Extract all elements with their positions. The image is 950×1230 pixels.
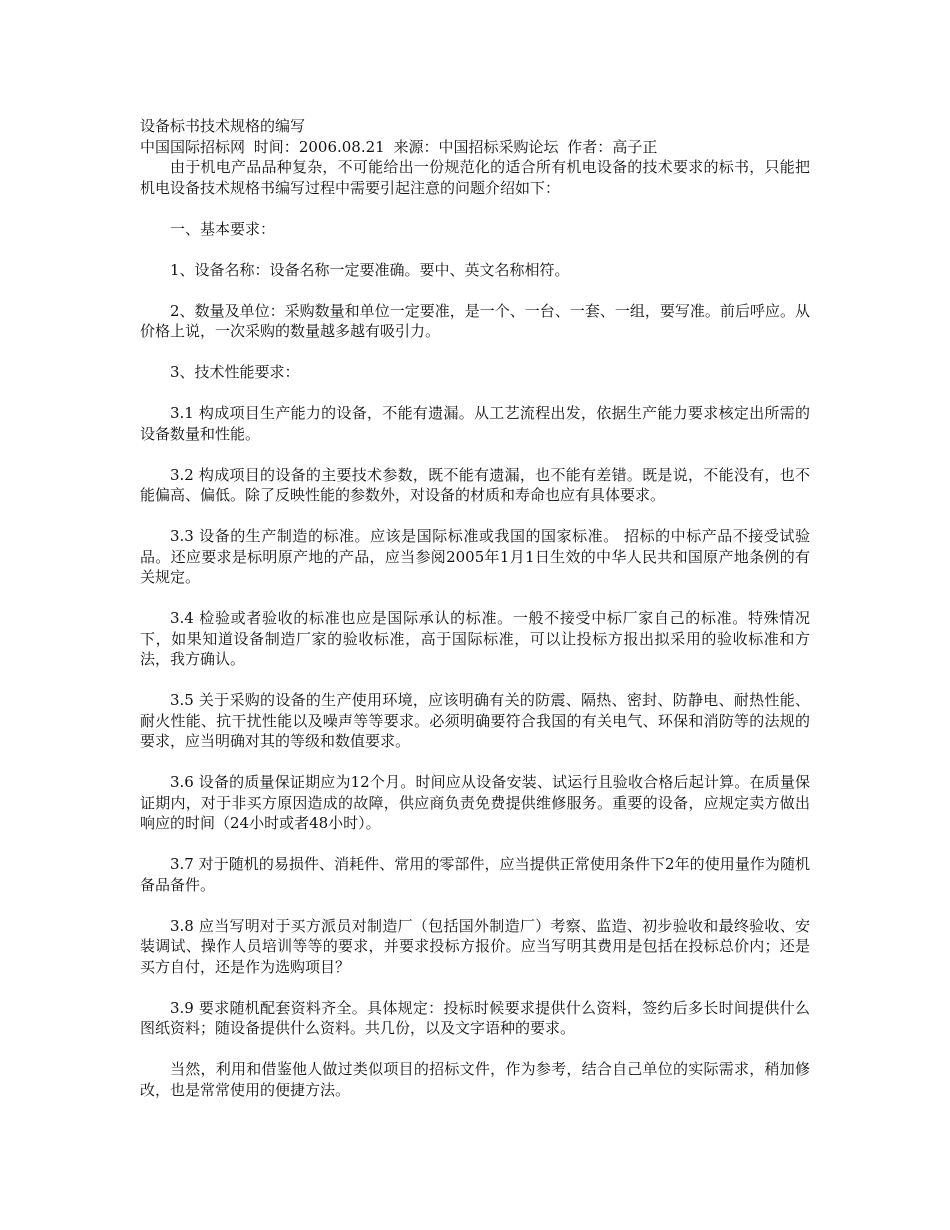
meta-time-label: 时间：	[253, 137, 299, 156]
paragraph-3-2: 3.2 构成项目的设备的主要技术参数，既不能有遗漏，也不能有差错。既是说，不能没有，也不能偏高、偏低。除了反映性能的参数外，对设备的材质和寿命也应有具体要求。	[140, 465, 810, 504]
paragraph-3-5: 3.5 关于采购的设备的生产使用环境，应该明确有关的防震、隔热、密封、防静电、耐热性能、耐火性能、抗干扰性能以及噪声等等要求。必须明确要符合我国的有关电气、环保和消防等的法规的要求，应当明确对其的等级和数值要求。	[140, 691, 810, 750]
meta-author-label: 作者：	[567, 137, 613, 156]
meta-time: 2006.08.21	[298, 137, 385, 156]
paragraph-3-4: 3.4 检验或者验收的标准也应是国际承认的标准。一般不接受中标厂家自己的标准。特殊情况下，如果知道设备制造厂家的验收标准，高于国际标准，可以让投标方报出拟采用的验收标准和方法，我方确认。	[140, 609, 810, 668]
document-page	[140, 116, 810, 1121]
paragraph-3-1: 3.1 构成项目生产能力的设备，不能有遗漏。从工艺流程出发，依据生产能力要求核定出所需的设备数量和性能。	[140, 404, 810, 443]
document-meta	[140, 137, 810, 158]
paragraph-1-device-name: 1、设备名称：设备名称一定要准确。要中、英文名称相符。	[170, 260, 570, 279]
paragraph-conclusion: 当然，利用和借鉴他人做过类似项目的招标文件，作为参考，结合自己单位的实际需求，稍加修改，也是常常使用的便捷方法。	[140, 1060, 810, 1099]
paragraph-3-6: 3.6 设备的质量保证期应为12个月。时间应从设备安装、试运行且验收合格后起计算。在质量保证期内，对于非买方原因造成的故障，供应商负责免费提供维修服务。重要的设备，应规定卖方做出响应的时间（24小时或者48小时）。	[140, 773, 810, 832]
paragraph-3-3: 3.3 设备的生产制造的标准。应该是国际标准或我国的国家标准。 招标的中标产品不接受试验品。还应要求是标明原产地的产品，应当参阅2005年1月1日生效的中华人民共和国原产地条例的有关规定。	[140, 527, 810, 586]
paragraph-intro: 由于机电产品品种复杂，不可能给出一份规范化的适合所有机电设备的技术要求的标书，只能把机电设备技术规格书编写过程中需要引起注意的问题介绍如下：	[140, 158, 810, 197]
meta-source: 中国招标采购论坛	[438, 137, 559, 156]
paragraph-3-technical-requirements: 3、技术性能要求：	[170, 363, 300, 381]
meta-author: 高子正	[612, 137, 658, 156]
paragraph-3-7: 3.7 对于随机的易损件、消耗件、常用的零部件，应当提供正常使用条件下2年的使用量作为随机备品备件。	[140, 855, 810, 894]
document-title: 设备标书技术规格的编写	[140, 117, 306, 135]
meta-source-label: 来源：	[393, 137, 439, 156]
paragraph-3-9: 3.9 要求随机配套资料齐全。具体规定：投标时候要求提供什么资料，签约后多长时间提供什么图纸资料；随设备提供什么资料。共几份，以及文字语种的要求。	[140, 998, 810, 1037]
section-heading-basic-requirements: 一、基本要求：	[170, 219, 276, 238]
paragraph-3-8: 3.8 应当写明对于买方派员对制造厂（包括国外制造厂）考察、监造、初步验收和最终验收、安装调试、操作人员培训等等的要求，并要求投标方报价。应当写明其费用是包括在投标总价内；还是买方自付，还是作为选购项目？	[140, 916, 810, 976]
paragraph-2-quantity-unit: 2、数量及单位：采购数量和单位一定要准，是一个、一台、一套、一组，要写准。前后呼应。从价格上说，一次采购的数量越多越有吸引力。	[140, 301, 810, 340]
meta-site: 中国国际招标网	[140, 137, 246, 156]
